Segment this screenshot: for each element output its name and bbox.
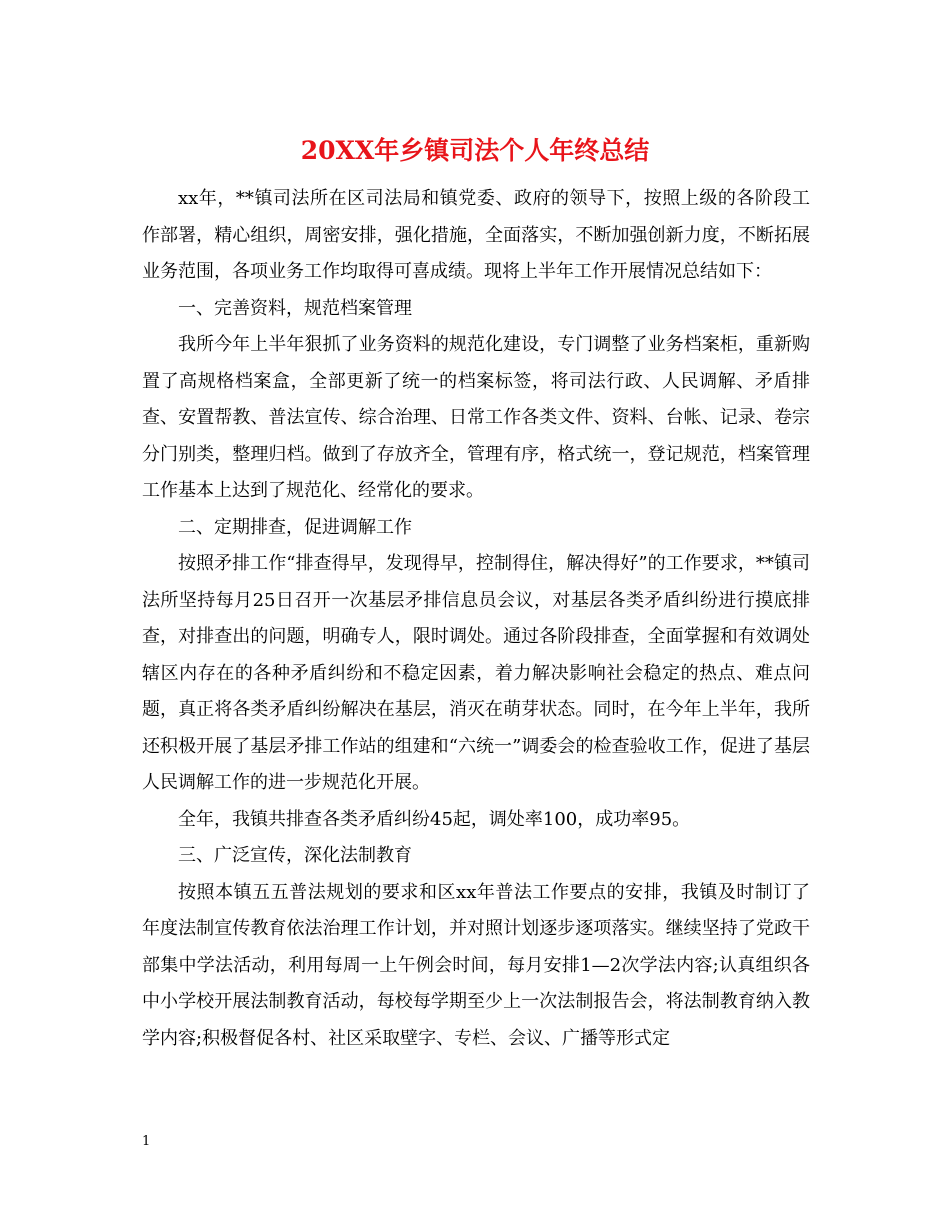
- section-3-paragraph: 按照本镇五五普法规划的要求和区xx年普法工作要点的安排，我镇及时制订了年度法制宣传教育依法治理工作计划，并对照计划逐步逐项落实。继续坚持了党政干部集中学法活动，利用每周一上午例会时间，每月安排1—2次学法内容;认真组织各中小学校开展法制教育活动，每校每学期至少上一次法制报告会，将法制教育纳入教学内容;积极督促各村、社区采取壁字、专栏、会议、广播等形式定: [142, 881, 810, 1049]
- section-2-heading: 二、定期排查，促进调解工作: [178, 516, 412, 538]
- section-2-paragraph: 按照矛排工作“排查得早，发现得早，控制得住，解决得好”的工作要求，**镇司法所坚持每月25日召开一次基层矛排信息员会议，对基层各类矛盾纠纷进行摸底排查，对排查出的问题，明确专人，限时调处。通过各阶段排查，全面掌握和有效调处辖区内存在的各种矛盾纠纷和不稳定因素，着力解决影响社会稳定的热点、难点问题，真正将各类矛盾纠纷解决在基层，消灭在萌芽状态。同时，在今年上半年，我所还积极开展了基层矛排工作站的组建和“六统一”调委会的检查验收工作，促进了基层人民调解工作的进一步规范化开展。: [142, 553, 810, 793]
- document-title: 20XX年乡镇司法个人年终总结: [300, 136, 650, 165]
- section-2-stats-paragraph: 全年，我镇共排查各类矛盾纠纷45起，调处率100，成功率95。: [178, 808, 691, 830]
- section-1-heading: 一、完善资料，规范档案管理: [178, 297, 412, 319]
- page-number: 1: [142, 1134, 151, 1149]
- section-3-heading: 三、广泛宣传，深化法制教育: [178, 845, 412, 866]
- section-1-paragraph: 我所今年上半年狠抓了业务资料的规范化建设，专门调整了业务档案柜，重新购置了高规格档案盒，全部更新了统一的档案标签，将司法行政、人民调解、矛盾排查、安置帮教、普法宣传、综合治理、日常工作各类文件、资料、台帐、记录、卷宗分门别类，整理归档。做到了存放齐全，管理有序，格式统一，登记规范，档案管理工作基本上达到了规范化、经常化的要求。: [142, 334, 810, 501]
- intro-paragraph: xx年，**镇司法所在区司法局和镇党委、政府的领导下，按照上级的各阶段工作部署，精心组织，周密安排，强化措施，全面落实，不断加强创新力度，不断拓展业务范围，各项业务工作均取得可喜成绩。现将上半年工作开展情况总结如下：: [142, 188, 810, 282]
- document-body: [142, 181, 810, 1057]
